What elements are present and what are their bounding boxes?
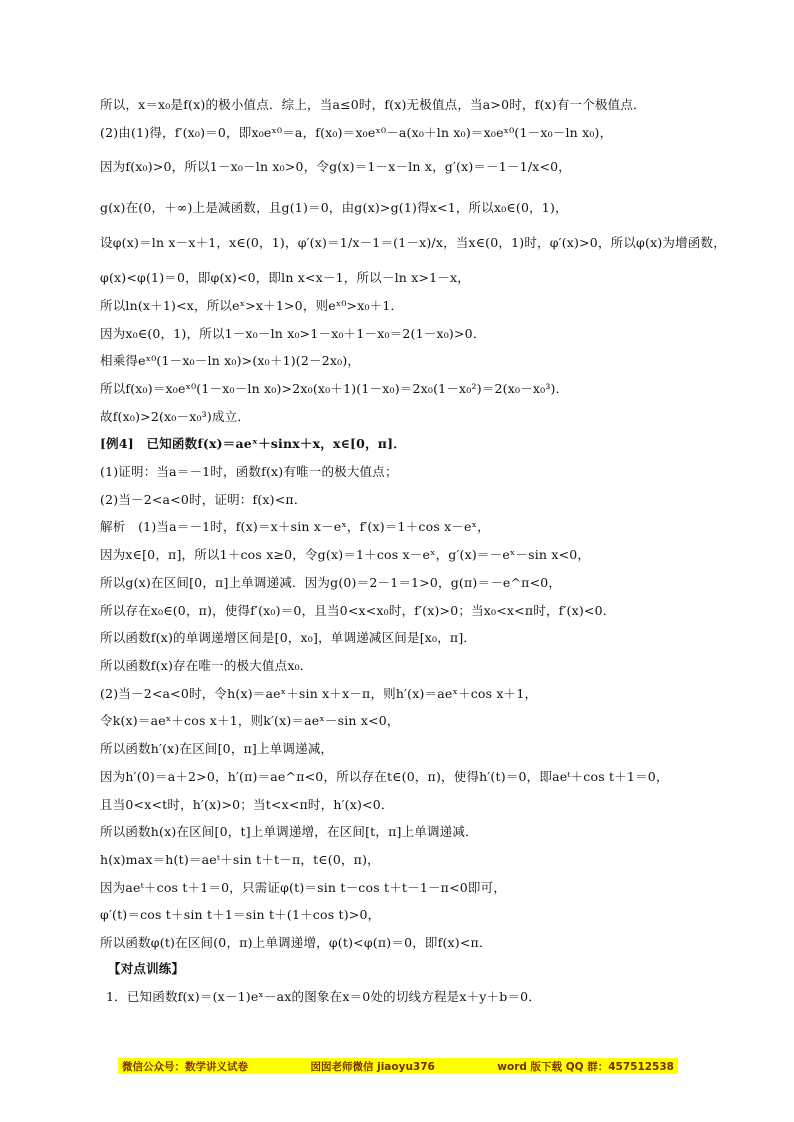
- text-line: φ(x)<φ(1)＝0，即φ(x)<0，即ln x<x－1，所以－ln x>1－x，: [100, 270, 470, 285]
- text-line: 所以函数h′(x)在区间[0，π]上单调递减，: [100, 741, 334, 756]
- text-line: 因为x∈[0，π]，所以1＋cos x≥0，令g(x)＝1＋cos x－eˣ，g′(x)＝－eˣ－sin x<0，: [100, 547, 591, 562]
- footer-teacher-wechat: 囡囡老师微信 jiaoyu376: [310, 1060, 435, 1073]
- example-heading: [例4] 已知函数f(x)＝aeˣ＋sinx＋x，x∈[0，π]．: [100, 436, 406, 451]
- section-heading: 【对点训练】: [108, 961, 185, 976]
- text-line: g(x)在(0，＋∞)上是减函数，且g(1)＝0，由g(x)>g(1)得x<1，所以x₀∈(0，1)，: [100, 200, 568, 215]
- text-line: 因为x₀∈(0，1)，所以1－x₀－ln x₀>1－x₀＋1－x₀＝2(1－x₀)>0．: [100, 326, 486, 341]
- text-line: 所以函数h(x)在区间[0，t]上单调递增，在区间[t，π]上单调递减．: [100, 824, 478, 839]
- text-line: 因为aeᵗ＋cos t＋1＝0，只需证φ(t)＝sin t－cos t＋t－1－π<0即可，: [100, 880, 507, 895]
- text-line: 设φ(x)＝ln x－x＋1，x∈(0，1)，φ′(x)＝1/x－1＝(1－x)/x，当x∈(0，1)时，φ′(x)>0，所以φ(x)为增函数，: [100, 235, 726, 250]
- text-line: (2)当－2<a<0时，令h(x)＝aeˣ＋sin x＋x－π，则h′(x)＝aeˣ＋cos x＋1，: [100, 686, 538, 701]
- text-line: 所以ln(x＋1)<x，所以eˣ>x＋1>0，则eˣ⁰>x₀＋1．: [100, 298, 404, 313]
- footer-banner: [118, 1058, 678, 1074]
- text-line: 因为f(x₀)>0，所以1－x₀－ln x₀>0，令g(x)＝1－x－ln x，g′(x)＝－1－1/x<0，: [100, 159, 572, 174]
- text-line: (1)证明：当a＝－1时，函数f(x)有唯一的极大值点；: [100, 464, 398, 479]
- text-line: 故f(x₀)>2(x₀－x₀³)成立．: [100, 409, 251, 424]
- text-line: (2)当－2<a<0时，证明：f(x)<π．: [100, 492, 307, 507]
- text-line: 相乘得eˣ⁰(1－x₀－ln x₀)>(x₀＋1)(2－2x₀)，: [100, 353, 361, 368]
- text-line: h(x)max＝h(t)＝aeᵗ＋sin t＋t－π，t∈(0，π)，: [100, 852, 380, 867]
- text-line: φ′(t)＝cos t＋sin t＋1＝sin t＋(1＋cos t)>0，: [100, 907, 381, 922]
- footer-qq-group: word 版下载 QQ 群：457512538: [497, 1060, 674, 1073]
- text-line: 所以存在x₀∈(0，π)，使得f′(x₀)＝0，且当0<x<x₀时，f′(x)>0；当x₀<x<π时，f′(x)<0．: [100, 603, 616, 618]
- text-line: 因为h′(0)＝a＋2>0，h′(π)＝ae^π<0，所以存在t∈(0，π)，使得h′(t)＝0，即aeᵗ＋cos t＋1＝0，: [100, 769, 669, 784]
- text-line: 令k(x)＝aeˣ＋cos x＋1，则k′(x)＝aeˣ－sin x<0，: [100, 713, 400, 728]
- text-line: 且当0<x<t时，h′(x)>0；当t<x<π时，h′(x)<0．: [100, 797, 394, 812]
- footer-wechat-account: 微信公众号：数学讲义试卷: [122, 1060, 248, 1073]
- exercise-line: 1．已知函数f(x)＝(x－1)eˣ－ax的图象在x＝0处的切线方程是x＋y＋b＝0．: [106, 989, 542, 1004]
- text-line: 所以函数f(x)存在唯一的极大值点x₀．: [100, 658, 313, 673]
- text-line: 所以函数f(x)的单调递增区间是[0，x₀]，单调递减区间是[x₀，π]．: [100, 630, 477, 645]
- text-line: (2)由(1)得，f′(x₀)＝0，即x₀eˣ⁰＝a，f(x₀)＝x₀eˣ⁰－a(x₀＋ln x₀)＝x₀eˣ⁰(1－x₀－ln x₀)，: [100, 125, 613, 140]
- text-line: 所以函数φ(t)在区间(0，π)上单调递增，φ(t)<φ(π)＝0，即f(x)<π．: [100, 935, 492, 950]
- solution-line: 解析 (1)当a＝－1时，f(x)＝x＋sin x－eˣ，f′(x)＝1＋cos x－eˣ，: [100, 519, 490, 534]
- text-line: 所以f(x₀)＝x₀eˣ⁰(1－x₀－ln x₀)>2x₀(x₀＋1)(1－x₀)＝2x₀(1－x₀²)＝2(x₀－x₀³)．: [100, 381, 569, 396]
- text-line: 所以，x＝x₀是f(x)的极小值点．综上，当a≤0时，f(x)无极值点，当a>0时，f(x)有一个极值点．: [100, 97, 646, 112]
- text-line: 所以g(x)在区间[0，π]上单调递减．因为g(0)＝2－1＝1>0，g(π)＝－e^π<0，: [100, 575, 562, 590]
